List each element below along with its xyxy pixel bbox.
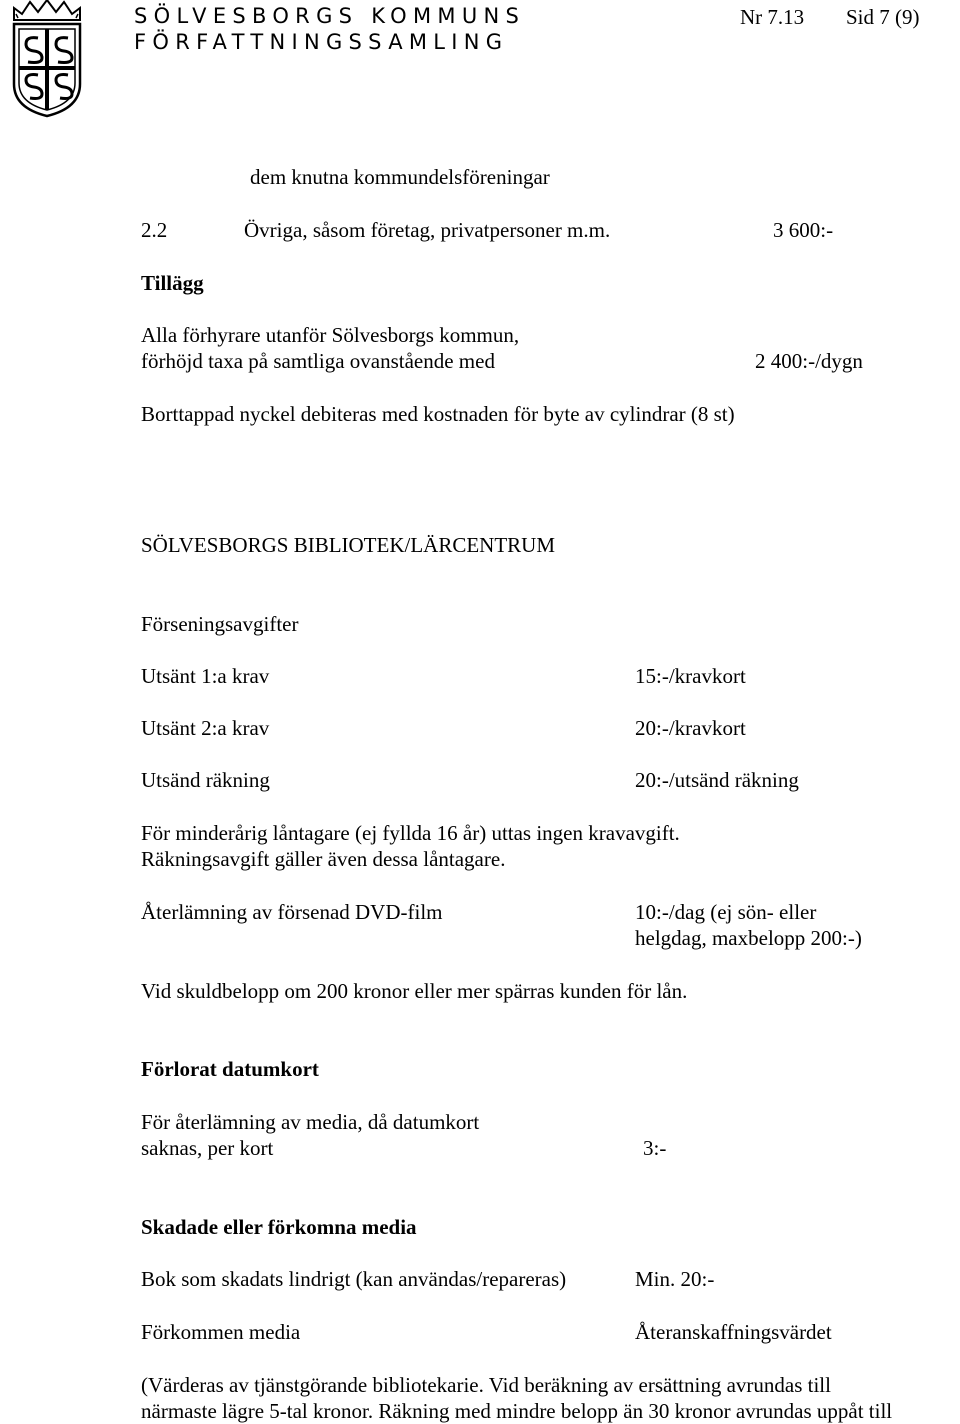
damaged-row-1-label: Bok som skadats lindrigt (kan användas/repareras) [141, 1267, 567, 1291]
document-number: Nr 7.13 [740, 5, 805, 29]
tillagg-heading: Tillägg [141, 271, 204, 295]
dvd-price-line-2: helgdag, maxbelopp 200:-) [635, 926, 862, 950]
continuation-text: dem knutna kommundelsföreningar [250, 165, 550, 189]
late-fees-heading: Förseningsavgifter [141, 612, 299, 636]
lost-card-line-2: saknas, per kort [141, 1136, 274, 1160]
tillagg-line-1: Alla förhyrare utanför Sölvesborgs kommun, [141, 323, 520, 347]
coat-of-arms-icon [8, 0, 86, 118]
library-title: SÖLVESBORGS BIBLIOTEK/LÄRCENTRUM [141, 533, 556, 557]
late-fee-label: Utsänt 1:a krav [141, 664, 270, 688]
late-fee-price: 20:-/utsänd räkning [635, 768, 799, 792]
debt-note: Vid skuldbelopp om 200 kronor eller mer spärras kunden för lån. [141, 979, 688, 1003]
item-price: 3 600:- [773, 218, 834, 242]
damaged-note-1: (Värderas av tjänstgörande bibliotekarie. Vid beräkning av ersättning avrundas till [141, 1373, 831, 1397]
dvd-label: Återlämning av försenad DVD-film [141, 900, 443, 924]
damaged-row-2-label: Förkommen media [141, 1320, 301, 1344]
lost-card-price: 3:- [643, 1136, 667, 1160]
late-fee-price: 15:-/kravkort [635, 664, 746, 688]
damaged-row-1-price: Min. 20:- [635, 1267, 715, 1291]
lost-card-line-1: För återlämning av media, då datumkort [141, 1110, 480, 1134]
key-note: Borttappad nyckel debiteras med kostnaden för byte av cylindrar (8 st) [141, 402, 735, 426]
dvd-price-line-1: 10:-/dag (ej sön- eller [635, 900, 817, 924]
late-fee-label: Utsänt 2:a krav [141, 716, 270, 740]
collection-name: FÖRFATTNINGSSAMLING [134, 30, 509, 54]
item-number: 2.2 [141, 218, 168, 242]
damaged-row-2-price: Återanskaffningsvärdet [635, 1320, 832, 1344]
tillagg-price: 2 400:-/dygn [755, 349, 863, 373]
item-text: Övriga, såsom företag, privatpersoner m.m. [244, 218, 611, 242]
damaged-heading: Skadade eller förkomna media [141, 1215, 417, 1239]
minor-note-1: För minderårig låntagare (ej fyllda 16 år) uttas ingen kravavgift. [141, 821, 680, 845]
minor-note-2: Räkningsavgift gäller även dessa låntagare. [141, 847, 506, 871]
tillagg-line-2: förhöjd taxa på samtliga ovanstående med [141, 349, 495, 373]
late-fee-label: Utsänd räkning [141, 768, 270, 792]
damaged-note-2: närmaste lägre 5-tal kronor. Räkning med mindre belopp än 30 kronor avrundas uppåt till [141, 1399, 893, 1423]
late-fee-price: 20:-/kravkort [635, 716, 746, 740]
lost-card-heading: Förlorat datumkort [141, 1057, 319, 1081]
municipality-name: SÖLVESBORGS KOMMUNS [134, 4, 526, 28]
page-number: Sid 7 (9) [846, 5, 920, 29]
